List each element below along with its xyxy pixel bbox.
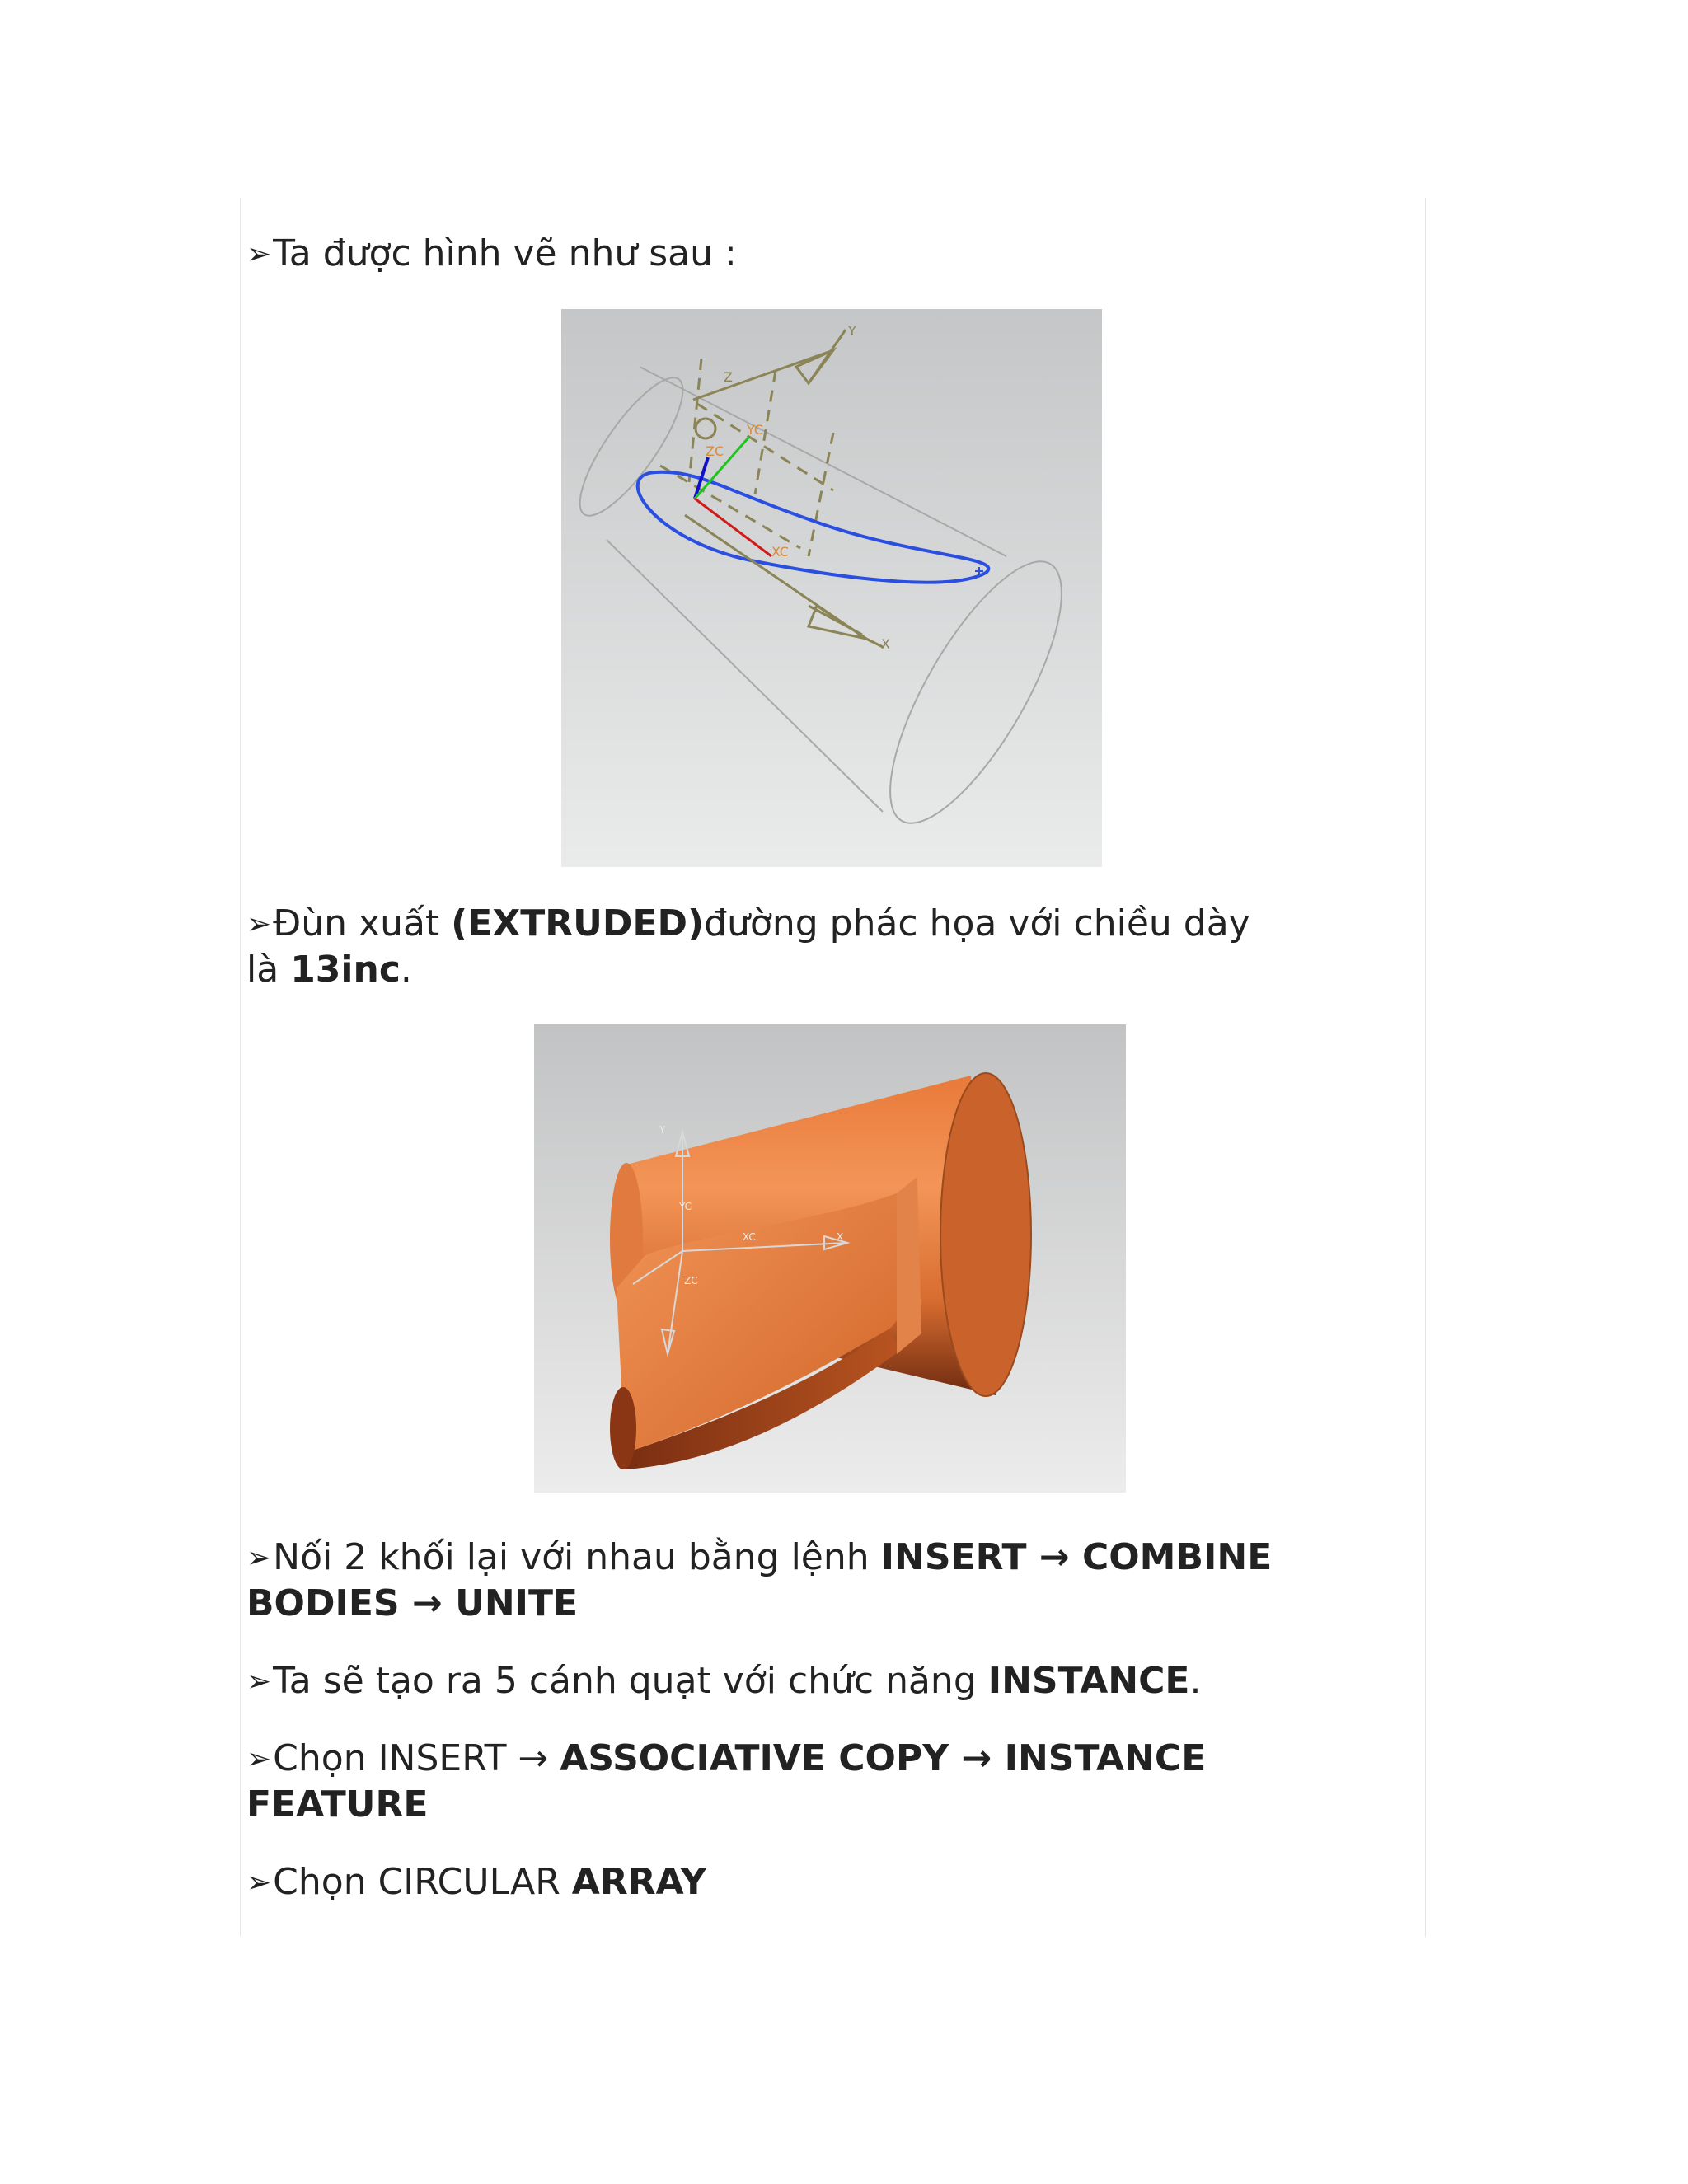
- bullet-arrow-icon: ➢: [246, 1665, 272, 1699]
- axis-label-zc: ZC: [684, 1275, 698, 1286]
- cylinder-end-face: [940, 1073, 1031, 1396]
- axis-label-xc: XC: [743, 1231, 756, 1243]
- bullet-arrow-icon: ➢: [246, 1742, 272, 1776]
- axis-label-zc: ZC: [706, 443, 724, 459]
- paragraph-4: ➢Ta sẽ tạo ra 5 cánh quạt với chức năng INSTANCE.: [246, 1660, 1202, 1702]
- bullet-arrow-icon: ➢: [246, 907, 272, 941]
- axis-label-x: X: [881, 636, 890, 652]
- axis-label-xc: XC: [771, 544, 789, 560]
- paragraph-1: ➢Ta được hình vẽ như sau :: [246, 232, 737, 274]
- figure-extruded-solid: [534, 1024, 1126, 1493]
- axis-label-x: X: [837, 1231, 844, 1243]
- figure-wireframe-sketch: [561, 309, 1102, 867]
- axis-label-y: Y: [659, 1124, 666, 1136]
- bullet-arrow-icon: ➢: [246, 237, 272, 271]
- bullet-arrow-icon: ➢: [246, 1866, 272, 1900]
- wireframe-sketch-image: [561, 309, 1102, 867]
- paragraph-5: ➢Chọn INSERT → ASSOCIATIVE COPY → INSTANCE FEATURE: [246, 1737, 1207, 1825]
- paragraph-2: ➢Đùn xuất (EXTRUDED)đường phác họa với chiều dày là 13inc.: [246, 902, 1250, 991]
- axis-label-yc: YC: [679, 1201, 692, 1212]
- paragraph-6: ➢Chọn CIRCULAR ARRAY: [246, 1861, 707, 1903]
- extruded-solid-image: [534, 1024, 1126, 1493]
- axis-label-yc: YC: [747, 422, 764, 438]
- paragraph-3: ➢Nối 2 khối lại với nhau bằng lệnh INSERT → COMBINE BODIES → UNITE: [246, 1536, 1273, 1624]
- bullet-arrow-icon: ➢: [246, 1541, 272, 1575]
- axis-label-y: Y: [848, 323, 856, 339]
- axis-label-z: Z: [724, 369, 733, 385]
